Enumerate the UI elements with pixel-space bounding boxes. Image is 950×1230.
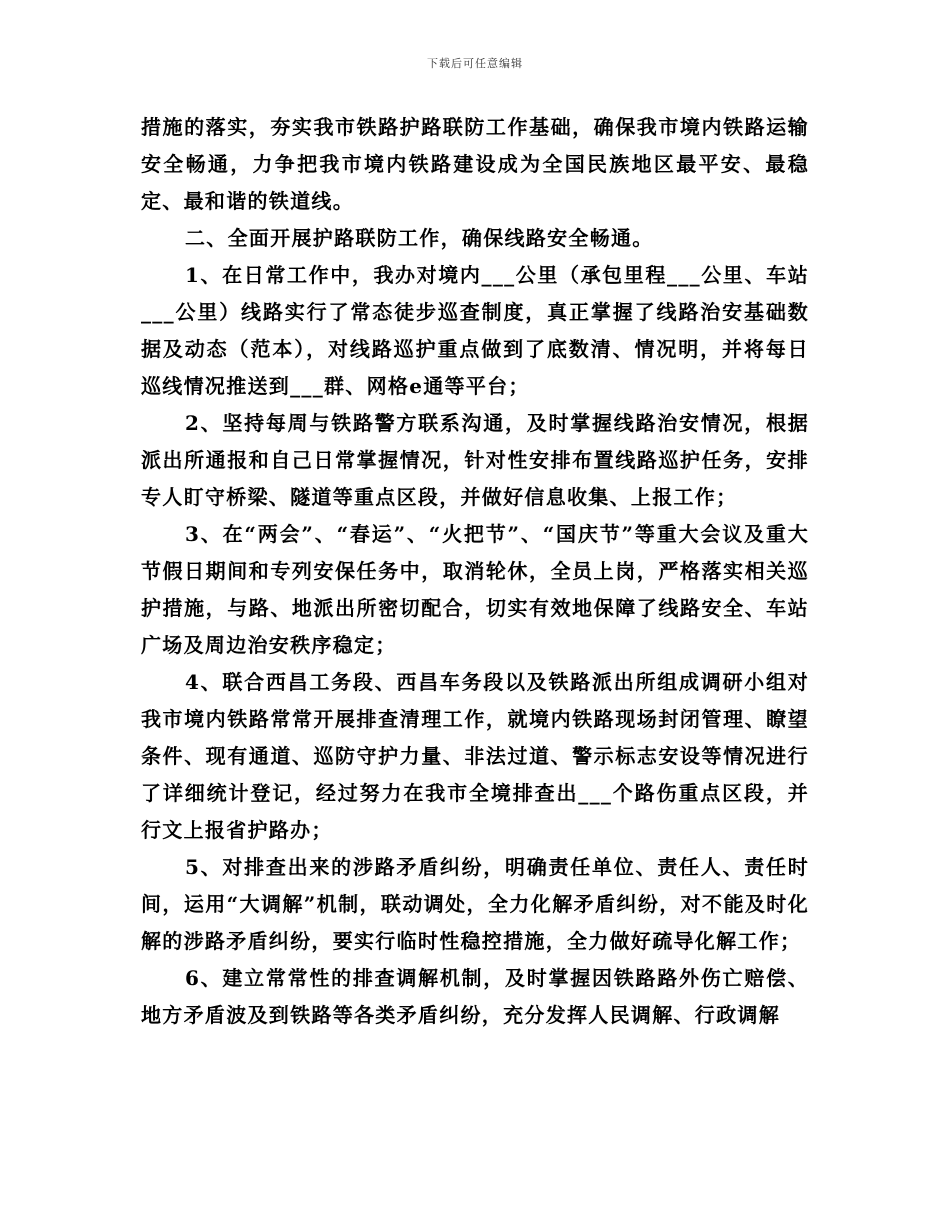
document-body	[141, 109, 809, 1034]
paragraph-item-4: 4、联合西昌工务段、西昌车务段以及铁路派出所组成调研小组对我市境内铁路常常开展排查清理工作，就境内铁路现场封闭管理、瞭望条件、现有通道、巡防守护力量、非法过道、警示标志安设等情况进行了详细统计登记，经过努力在我市全境排查出___个路伤重点区段，并行文上报省护路办；	[141, 670, 809, 842]
page-header: 下载后可任意编辑	[427, 57, 523, 70]
paragraph-item-2: 2、坚持每周与铁路警方联系沟通，及时掌握线路治安情况，根据派出所通报和自己日常掌握情况，针对性安排布置线路巡护任务，安排专人盯守桥梁、隧道等重点区段，并做好信息收集、上报工作；	[141, 411, 809, 509]
paragraph-intro: 措施的落实，夯实我市铁路护路联防工作基础，确保我市境内铁路运输安全畅通，力争把我市境内铁路建设成为全国民族地区最平安、最稳定、最和谐的铁道线。	[141, 115, 809, 213]
paragraph-item-1: 1、在日常工作中，我办对境内___公里（承包里程___公里、车站___公里）线路实行了常态徒步巡查制度，真正掌握了线路治安基础数据及动态（范本），对线路巡护重点做到了底数清、情况明，并将每日巡线情况推送到___群、网格e通等平台；	[141, 263, 809, 398]
paragraph-item-3: 3、在“两会”、“春运”、“火把节”、“国庆节”等重大会议及重大节假日期间和专列安保任务中，取消轮休，全员上岗，严格落实相关巡护措施，与路、地派出所密切配合，切实有效地保障了线路安全、车站广场及周边治安秩序稳定；	[141, 522, 809, 657]
section-heading-2: 二、全面开展护路联防工作，确保线路安全畅通。	[185, 226, 654, 250]
paragraph-item-6: 6、建立常常性的排查调解机制，及时掌握因铁路路外伤亡赔偿、地方矛盾波及到铁路等各类矛盾纠纷，充分发挥人民调解、行政调解	[141, 966, 809, 1027]
paragraph-item-5: 5、对排查出来的涉路矛盾纠纷，明确责任单位、责任人、责任时间，运用“大调解”机制，联动调处，全力化解矛盾纠纷，对不能及时化解的涉路矛盾纠纷，要实行临时性稳控措施，全力做好疏导化解工作；	[141, 855, 809, 953]
